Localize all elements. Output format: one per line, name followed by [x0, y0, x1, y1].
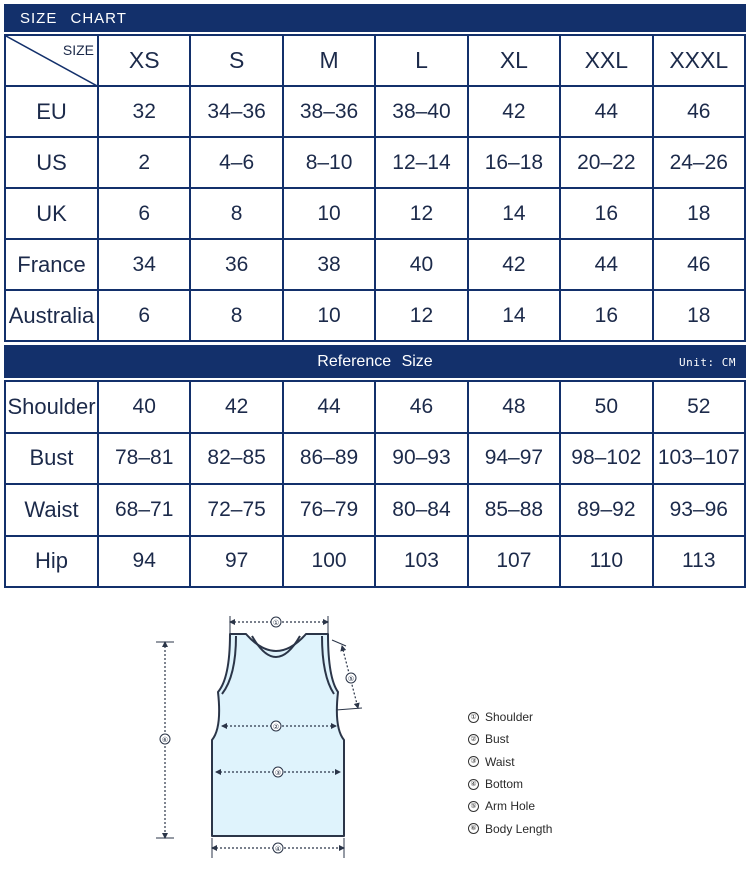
- armhole-tick-top: [332, 640, 346, 646]
- armhole-tick-bottom: [336, 708, 362, 710]
- table-row: [5, 86, 745, 137]
- legend-item-waist: [468, 751, 552, 773]
- table-cell: 8: [190, 290, 282, 341]
- table-cell: 40: [98, 381, 190, 433]
- legend-item-shoulder: [468, 706, 552, 728]
- row-label-france: France: [5, 239, 98, 290]
- row-label-australia: Australia: [5, 290, 98, 341]
- marker-4: ④: [274, 845, 282, 853]
- table-cell: 38–40: [375, 86, 467, 137]
- row-label-us: US: [5, 137, 98, 188]
- table-cell: 50: [560, 381, 652, 433]
- size-chart-header: [4, 4, 746, 32]
- table-cell: 52: [653, 381, 745, 433]
- size-header-s: S: [190, 35, 282, 86]
- table-cell: 103: [375, 536, 467, 588]
- table-cell: 42: [468, 86, 560, 137]
- legend-label: Body Length: [485, 821, 553, 836]
- row-label-uk: UK: [5, 188, 98, 239]
- row-label-eu: EU: [5, 86, 98, 137]
- table-cell: 40: [375, 239, 467, 290]
- table-cell: 97: [190, 536, 282, 588]
- corner-size-label: SIZE: [62, 42, 94, 58]
- table-cell: 38–36: [283, 86, 375, 137]
- table-row: [5, 433, 745, 485]
- table-cell: 10: [283, 290, 375, 341]
- table-cell: 82–85: [190, 433, 282, 485]
- table-cell: 110: [560, 536, 652, 588]
- table-row: [5, 536, 745, 588]
- table-cell: 85–88: [468, 484, 560, 536]
- table-row: [5, 484, 745, 536]
- marker-5: ⑤: [347, 675, 355, 683]
- legend-item-arm-hole: [468, 795, 552, 817]
- size-chart-title: SIZE CHART: [20, 10, 127, 27]
- table-row: [5, 290, 745, 341]
- legend-label: Waist: [485, 754, 515, 769]
- table-cell: 24–26: [653, 137, 745, 188]
- legend-item-bust: [468, 728, 552, 750]
- size-header-xxxl: XXXL: [653, 35, 745, 86]
- table-cell: 94–97: [468, 433, 560, 485]
- table-cell: 8: [190, 188, 282, 239]
- legend-label: Bottom: [485, 777, 524, 792]
- table-cell: 6: [98, 188, 190, 239]
- row-label-shoulder: Shoulder: [5, 381, 98, 433]
- marker-6: ⑥: [161, 736, 169, 744]
- table-cell: 8–10: [283, 137, 375, 188]
- table-cell: 10: [283, 188, 375, 239]
- table-cell: 90–93: [375, 433, 467, 485]
- table-cell: 4–6: [190, 137, 282, 188]
- table-cell: 113: [653, 536, 745, 588]
- table-cell: 46: [653, 86, 745, 137]
- table-cell: 12: [375, 188, 467, 239]
- tank-top-measurement-diagram: [150, 608, 370, 870]
- table-cell: 6: [98, 290, 190, 341]
- table-cell: 46: [653, 239, 745, 290]
- table-cell: 98–102: [560, 433, 652, 485]
- reference-size-title: Reference Size: [317, 353, 433, 370]
- table-cell: 48: [468, 381, 560, 433]
- tank-top-figure: [150, 608, 370, 870]
- table-cell: 14: [468, 188, 560, 239]
- marker-2: ②: [272, 723, 280, 731]
- table-cell: 94: [98, 536, 190, 588]
- table-cell: 14: [468, 290, 560, 341]
- legend-number: ③: [468, 756, 479, 767]
- size-header-l: L: [375, 35, 467, 86]
- table-cell: 78–81: [98, 433, 190, 485]
- legend-number: ②: [468, 734, 479, 745]
- table-cell: 68–71: [98, 484, 190, 536]
- table-cell: 107: [468, 536, 560, 588]
- table-cell: 103–107: [653, 433, 745, 485]
- legend-number: ④: [468, 779, 479, 790]
- size-header-m: M: [283, 35, 375, 86]
- table-cell: 44: [560, 86, 652, 137]
- table-cell: 18: [653, 188, 745, 239]
- legend-item-body-length: [468, 817, 552, 839]
- table-cell: 16: [560, 290, 652, 341]
- table-cell: 86–89: [283, 433, 375, 485]
- table-cell: 42: [468, 239, 560, 290]
- legend-label: Shoulder: [485, 710, 534, 725]
- legend-label: Bust: [485, 732, 510, 747]
- reference-size-header: [4, 345, 746, 378]
- reference-size-table: [4, 380, 746, 588]
- table-row: [5, 239, 745, 290]
- legend-number: ⑤: [468, 801, 479, 812]
- size-header-row: [5, 35, 745, 86]
- table-cell: 2: [98, 137, 190, 188]
- unit-label: Unit: CM: [679, 356, 736, 369]
- row-label-hip: Hip: [5, 536, 98, 588]
- table-cell: 100: [283, 536, 375, 588]
- size-conversion-table: [4, 34, 746, 342]
- table-cell: 36: [190, 239, 282, 290]
- table-cell: 16: [560, 188, 652, 239]
- marker-1: ①: [272, 619, 280, 627]
- measurement-legend: [468, 706, 552, 840]
- row-label-bust: Bust: [5, 433, 98, 485]
- legend-label: Arm Hole: [485, 799, 536, 814]
- legend-item-bottom: [468, 773, 552, 795]
- table-cell: 93–96: [653, 484, 745, 536]
- table-cell: 34–36: [190, 86, 282, 137]
- table-cell: 20–22: [560, 137, 652, 188]
- size-header-xs: XS: [98, 35, 190, 86]
- table-cell: 89–92: [560, 484, 652, 536]
- table-cell: 34: [98, 239, 190, 290]
- table-row: [5, 188, 745, 239]
- table-cell: 44: [560, 239, 652, 290]
- table-cell: 16–18: [468, 137, 560, 188]
- size-header-xxl: XXL: [560, 35, 652, 86]
- marker-3: ③: [274, 769, 282, 777]
- table-cell: 32: [98, 86, 190, 137]
- size-corner-cell: [5, 35, 98, 86]
- table-cell: 76–79: [283, 484, 375, 536]
- table-cell: 72–75: [190, 484, 282, 536]
- table-cell: 18: [653, 290, 745, 341]
- table-row: [5, 381, 745, 433]
- size-header-xl: XL: [468, 35, 560, 86]
- legend-number: ⑥: [468, 823, 479, 834]
- table-cell: 46: [375, 381, 467, 433]
- table-row: [5, 137, 745, 188]
- table-cell: 80–84: [375, 484, 467, 536]
- table-cell: 44: [283, 381, 375, 433]
- table-cell: 38: [283, 239, 375, 290]
- row-label-waist: Waist: [5, 484, 98, 536]
- table-cell: 12: [375, 290, 467, 341]
- table-cell: 42: [190, 381, 282, 433]
- legend-number: ①: [468, 712, 479, 723]
- table-cell: 12–14: [375, 137, 467, 188]
